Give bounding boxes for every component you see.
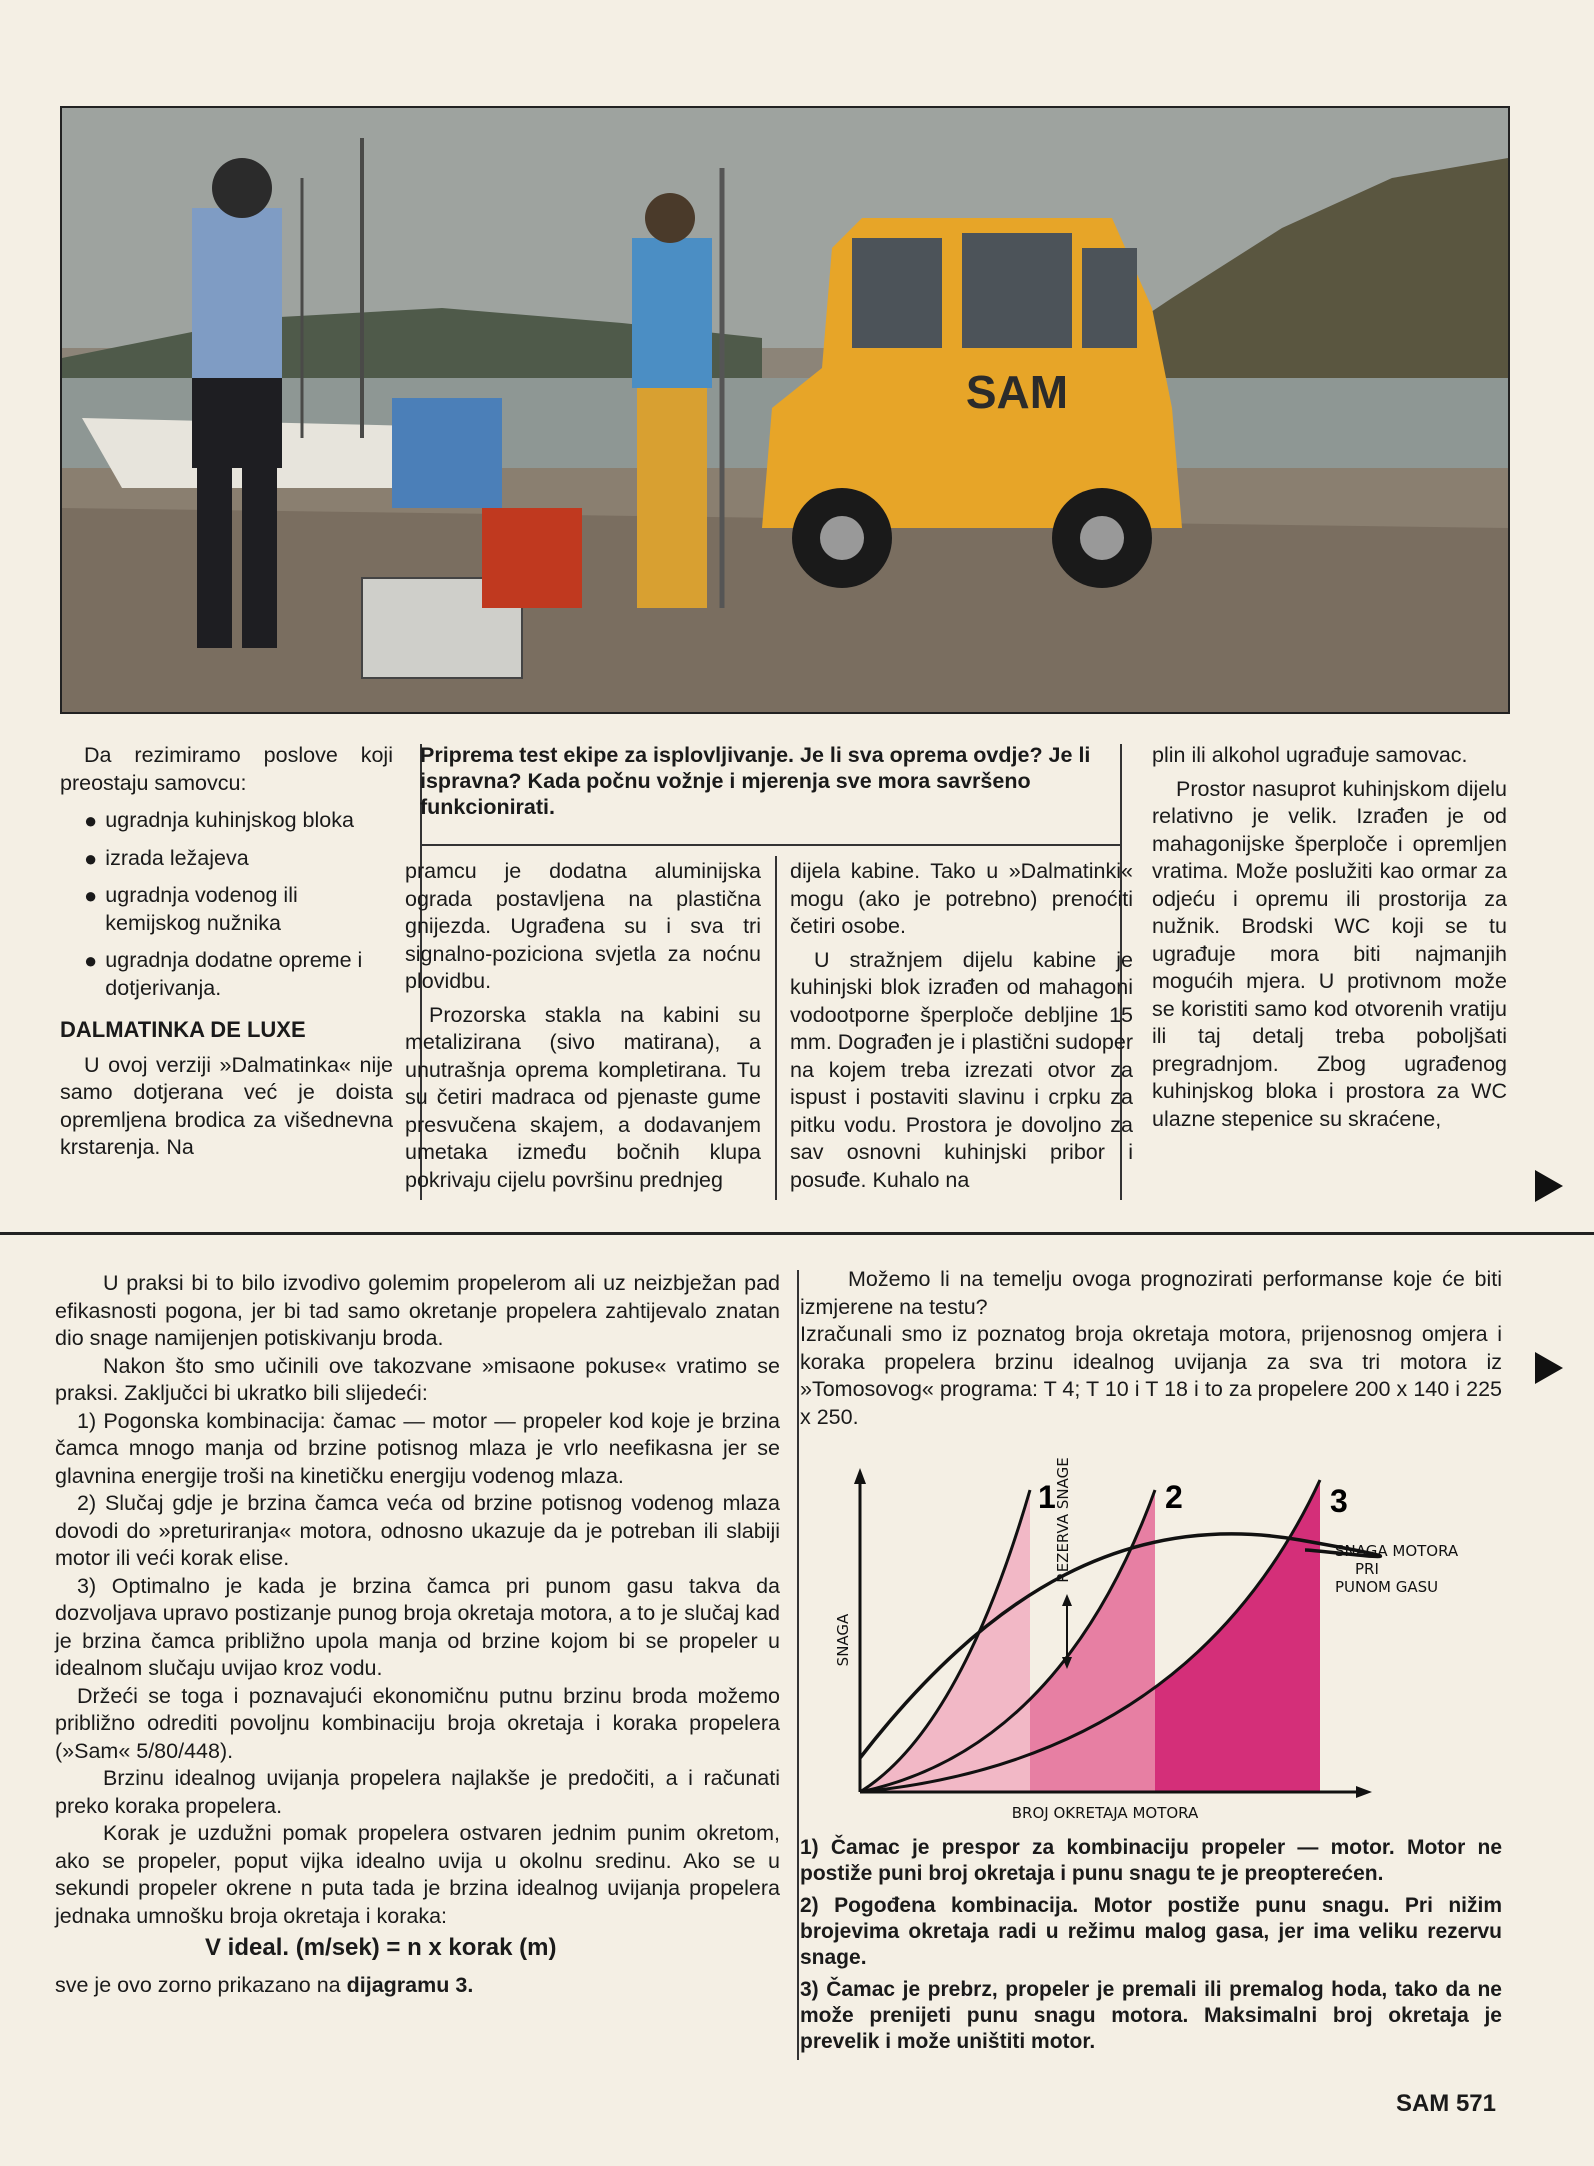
column-2 [405,858,761,1194]
paragraph: Brzinu idealnog uvijanja propelera najlakše je predočiti, a i računati preko koraka propelera. [55,1766,780,1818]
paragraph: 1) Pogonska kombinacija: čamac — motor — propeler kod koje je brzina čamca mnogo manja od brzine potisnog mlaza je vrlo neefikasna jer se glavnina energije troši na kinetičku energiju vodenog mlaza. [55,1408,780,1488]
lower-right-column [800,1266,1502,1431]
engine-label-line: SNAGA MOTORA [1335,1542,1459,1560]
column-divider [797,1270,799,2060]
page-number: SAM 571 [1395,2090,1496,2117]
bullet-icon: ● [84,948,98,973]
curve-label-2: 2 [1165,1479,1183,1515]
engine-label-line: PUNOM GASU [1335,1578,1439,1596]
reserve-label: REZERVA SNAGE [1054,1457,1072,1583]
intro-text: Da rezimiramo poslove koji preostaju samovcu: [60,743,393,795]
column-1 [60,742,393,1162]
cover-photo [60,106,1510,714]
paragraph: Prozorska stakla na kabini su metalizirana (sivo matirana), a unutrašnja oprema kompletirana. Tu su četiri madraca od pjenaste gume presvučena skajem, a dodavanjem umetaka između bočnih klupa pokrivaju cijelu površinu prednjeg [405,1002,761,1192]
list-item: ● ugradnja vodenog ili kemijskog nužnika [60,882,393,937]
paragraph: U ovoj verziji »Dalmatinka« nije samo dotjerana već je doista opremljena brodica za višednevna krstarenja. Na [60,1052,393,1159]
paragraph: Izračunali smo iz poznatog broja okretaja motora, prijenosnog omjera i koraka propelera brzinu idealnog uvijanja za sva tri motora iz »Tomosovog« programa: T 4; T 10 i T 18 i to za propelere 200 x 140 i 225 x 250. [800,1322,1502,1429]
y-axis-label: SNAGA [834,1613,852,1667]
column-4 [1152,742,1507,1133]
engine-label-line: PRI [1355,1560,1379,1578]
paragraph: dijela kabine. Tako u »Dalmatinki« mogu (ako je potrebno) prenoćiti četiri osobe. [790,859,1133,938]
diagram-3 [800,1440,1505,1835]
paragraph: 3) Optimalno je kada je brzina čamca pri punom gasu takva da dozvoljava upravo postizanje punog broja okretaja motora, a to je slučaj kad je brzina čamca približno upola manja od brzine kojom bi se propeler u idealnom slučaju uvijao kroz vodu. [55,1573,780,1680]
bullet-icon: ● [84,883,98,908]
photo-caption: Priprema test ekipe za isplovljivanje. Je li sva oprema ovdje? Je li ispravna? Kada počnu vožnje i mjerenja sve mora savršeno funkcionirati. [420,743,1091,819]
page-divider [0,1232,1594,1235]
paragraph: 2) Slučaj gdje je brzina čamca veća od brzine potisnog vodenog mlaza dovodi do »preturiranja« motora, odnosno ukazuje da je potreban ili slabiji motor ili veći korak elise. [55,1491,780,1570]
formula: V ideal. (m/sek) = n x korak (m) [205,1934,557,1961]
bullet-icon: ● [84,845,98,871]
paragraph: Držeći se toga i poznavajući ekonomičnu putnu brzinu broda možemo približno odrediti povoljnu kombinaciju broja okretaja i koraka propelera (»Sam« 5/80/448). [55,1683,780,1763]
x-axis-arrow-icon [1356,1786,1372,1798]
paragraph: U stražnjem dijelu kabine je kuhinjski blok izrađen od mahagoni vodootporne šperploče debljine 15 mm. Dograđen je i plastični sudoper na kojem treba izrezati otvor za ispust i postaviti slavinu i crpku za pitku vodu. Prostora je dovoljno za sav osnovni kuhinjski pribor i posuđe. Kuhalo na [790,947,1133,1192]
paragraph: U praksi bi to bilo izvodivo golemim propelerom ali uz neizbježan pad efikasnosti pogona, jer bi tad samo okretanje propelera zahtijevalo znatan dio snage namijenjen potiskivanju broda. [55,1271,780,1350]
photo-illustration [62,108,1508,712]
paragraph: plin ili alkohol ugrađuje samovac. [1152,743,1468,767]
lower-left-column [55,1270,780,1999]
power-rpm-diagram [800,1440,1505,1835]
paragraph: Korak je uzdužni pomak propelera ostvaren jednim punim okretom, ako se propeler, poput vijka idealno uvija u okolnu sredinu. Ako se u sekundi propeler okrene n puta tada je brzina idealnog uvijanja propelera jednaka umnošku broja okretaja i koraka: [55,1821,780,1928]
diagram-legend [800,1835,1502,2061]
continue-arrow-icon [1535,1170,1563,1202]
caption-underline [420,844,1120,846]
car-logo: SAM [965,366,1069,418]
legend-item: 2) Pogođena kombinacija. Motor postiže punu snagu. Pri nižim brojevima okretaja radi u režimu malog gasa, jer ima veliku rezervu snage. [800,1894,1502,1969]
list-item: ● ugradnja kuhinjskog bloka [84,808,354,833]
list-item: ● izrada ležajeva [84,845,249,871]
legend-item: 3) Čamac je prebrz, propeler je premali ili premalog hoda, tako da ne može prenijeti punu snagu motora. Maksimalni broj okretaja je prevelik i može uništiti motor. [800,1978,1502,2053]
reserve-arrow-up-icon [1062,1594,1072,1606]
continue-arrow-icon [1535,1352,1563,1384]
curve-1-fill [860,1490,1030,1792]
section-heading: DALMATINKA DE LUXE [60,1017,306,1042]
y-axis-arrow-icon [854,1468,866,1484]
closing-line: sve je ovo zorno prikazano na dijagramu 3. [55,1972,474,1997]
paragraph: Prostor nasuprot kuhinjskom dijelu relativno je velik. Izrađen je od mahagonijske šperploče i opremljen vratima. Može poslužiti kao ormar za odjeću i opremu ili prostorija za nužnik. Brodski WC koji se tu ugrađuje mora biti najmanjih mogućih mjera. U protivnom može se koristiti samo kod otvorenih vratiju ili taj detalj treba poboljšati pregradnjom. Zbog ugrađenog kuhinjskog bloka i prostora za WC ulazne stepenice su skraćene, [1152,776,1507,1131]
list-item: ● ugradnja dodatne opreme i dotjerivanja. [60,947,393,1002]
curve-label-1: 1 [1038,1479,1056,1515]
column-3 [790,858,1133,1194]
legend-item: 1) Čamac je prespor za kombinaciju propeler — motor. Motor ne postiže puni broj okretaja i punu snagu te je preopterećen. [800,1836,1502,1885]
bullet-icon: ● [84,808,98,833]
paragraph: Nakon što smo učinili ove takozvane »misaone pokuse« vratimo se praksi. Zaključci bi ukratko bili slijedeći: [55,1353,780,1405]
paragraph: Možemo li na temelju ovoga prognozirati performanse koje će biti izmjerene na testu? [800,1267,1502,1319]
column-divider [775,856,777,1200]
paragraph: pramcu je dodatna aluminijska ograda postavljena na plastična gnijezda. Ugrađena su i sva tri signalno-poziciona svjetla za noćnu plovidbu. [405,859,761,993]
curve-label-3: 3 [1330,1483,1348,1519]
x-axis-label: BROJ OKRETAJA MOTORA [1011,1804,1199,1822]
